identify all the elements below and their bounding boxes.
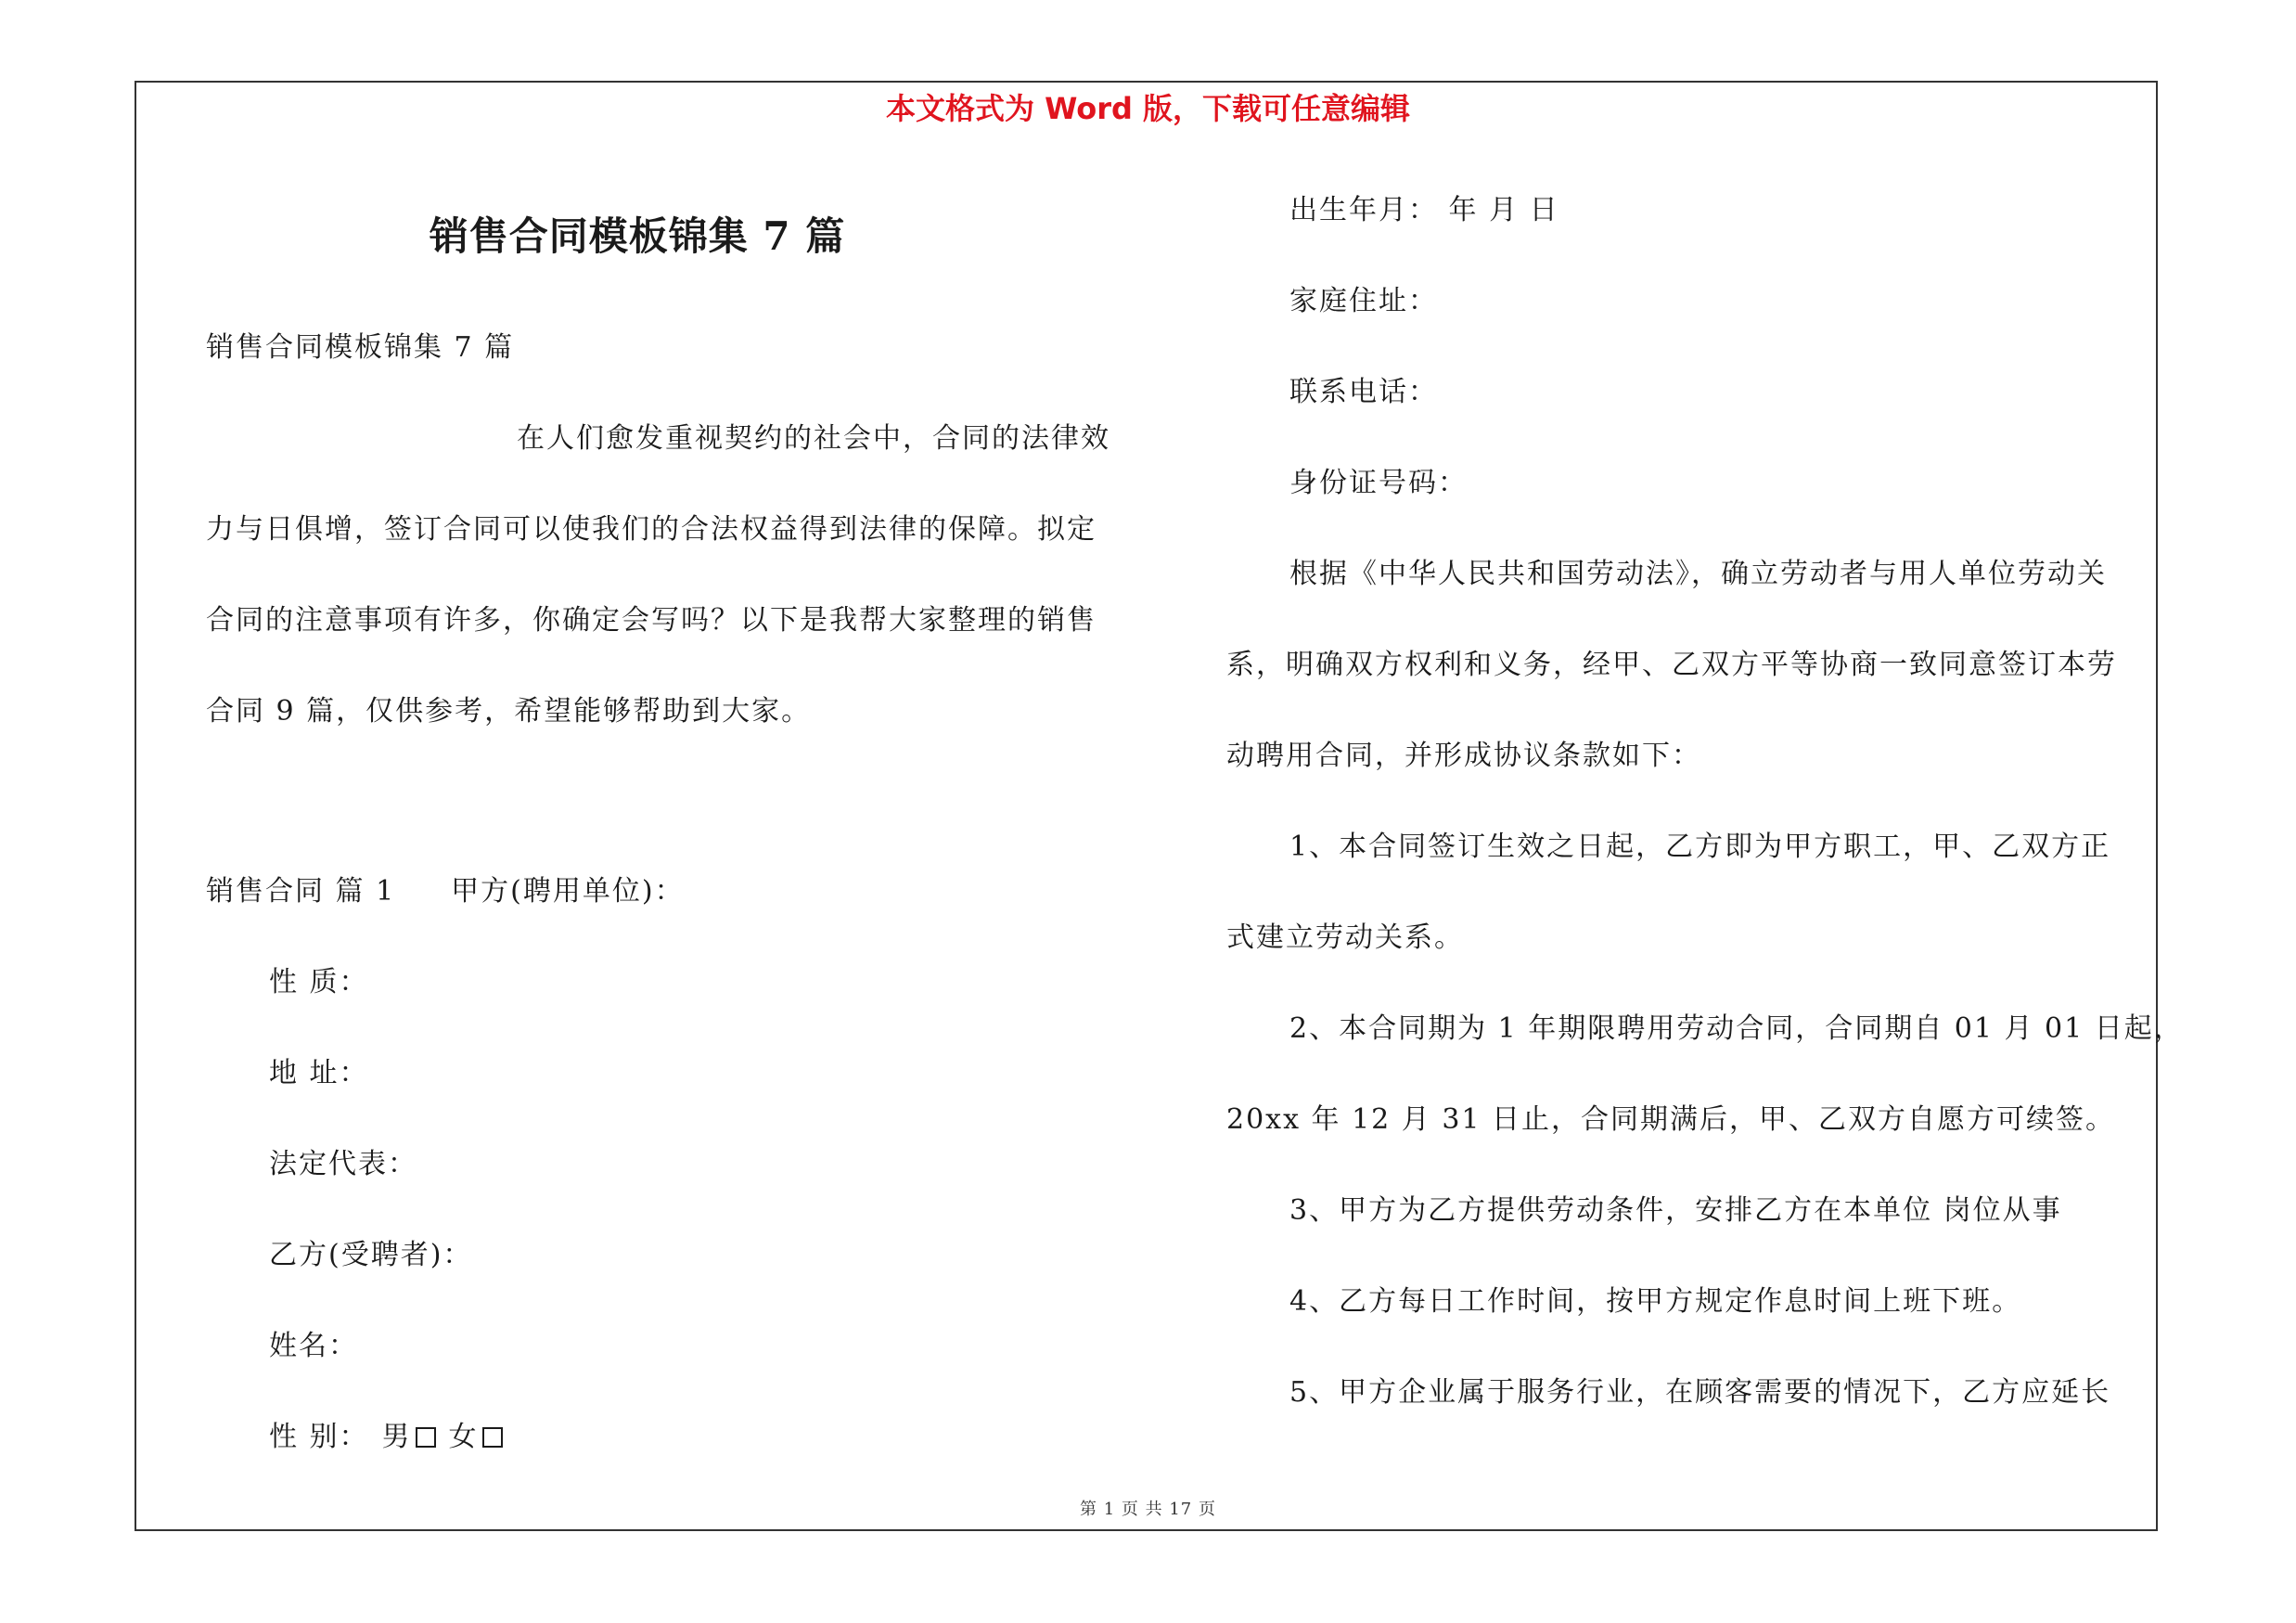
field-nature: 性 质： bbox=[269, 966, 369, 998]
right-line-clause-2a: 2、本合同期为 1 年期限聘用劳动合同，合同期自 01 月 01 日起， bbox=[1289, 1012, 2184, 1045]
right-line-clause-1a: 1、本合同签订生效之日起，乙方即为甲方职工，甲、乙双方正 bbox=[1289, 831, 2111, 863]
subtitle: 销售合同模板锦集 7 篇 bbox=[206, 331, 515, 364]
right-line-clause-3: 3、甲方为乙方提供劳动条件，安排乙方在本单位 岗位从事 bbox=[1289, 1194, 2062, 1227]
section-label: 销售合同 篇 1 bbox=[206, 875, 396, 908]
right-line-basis-2: 系，明确双方权利和义务，经甲、乙双方平等协商一致同意签订本劳 bbox=[1226, 649, 2117, 681]
female-checkbox[interactable] bbox=[482, 1427, 503, 1448]
right-line-clause-1b: 式建立劳动关系。 bbox=[1226, 921, 1464, 954]
right-line-clause-5: 5、甲方企业属于服务行业，在顾客需要的情况下，乙方应延长 bbox=[1289, 1376, 2111, 1409]
intro-line-3: 合同的注意事项有许多，你确定会写吗？以下是我帮大家整理的销售 bbox=[206, 604, 1097, 637]
intro-line-2: 力与日俱增，签订合同可以使我们的合法权益得到法律的保障。拟定 bbox=[206, 513, 1097, 546]
gender-female-label: 女 bbox=[448, 1421, 479, 1453]
field-legal-rep: 法定代表： bbox=[269, 1148, 417, 1180]
right-line-basis-1: 根据《中华人民共和国劳动法》，确立劳动者与用人单位劳动关 bbox=[1289, 558, 2107, 590]
male-checkbox[interactable] bbox=[416, 1427, 436, 1448]
party-a-label: 甲方(聘用单位)： bbox=[451, 875, 685, 908]
intro-line-1: 在人们愈发重视契约的社会中，合同的法律效 bbox=[517, 422, 1110, 455]
right-line-phone: 联系电话： bbox=[1289, 376, 1438, 408]
field-gender bbox=[269, 1419, 503, 1456]
format-notice: 本文格式为 Word 版，下载可任意编辑 bbox=[885, 91, 1411, 126]
right-line-clause-4: 4、乙方每日工作时间，按甲方规定作息时间上班下班。 bbox=[1289, 1285, 2022, 1318]
gender-male-label: 男 bbox=[381, 1421, 412, 1453]
field-party-b: 乙方(受聘者)： bbox=[269, 1239, 473, 1271]
right-line-id-number: 身份证号码： bbox=[1289, 467, 1468, 499]
right-line-birth: 出生年月： 年 月 日 bbox=[1289, 194, 1559, 226]
intro-line-4: 合同 9 篇，仅供参考，希望能够帮助到大家。 bbox=[206, 695, 812, 728]
page-number: 第 1 页 共 17 页 bbox=[1080, 1500, 1216, 1519]
document-title: 销售合同模板锦集 7 篇 bbox=[429, 213, 846, 259]
section-heading bbox=[206, 873, 685, 910]
field-name: 姓名： bbox=[269, 1330, 358, 1362]
right-line-clause-2b: 20xx 年 12 月 31 日止，合同期满后，甲、乙双方自愿方可续签。 bbox=[1226, 1103, 2116, 1136]
field-address: 地 址： bbox=[269, 1057, 369, 1089]
right-line-home-address: 家庭住址： bbox=[1289, 285, 1438, 317]
gender-label: 性 别： bbox=[269, 1421, 369, 1453]
right-line-basis-3: 动聘用合同，并形成协议条款如下： bbox=[1226, 740, 1701, 772]
